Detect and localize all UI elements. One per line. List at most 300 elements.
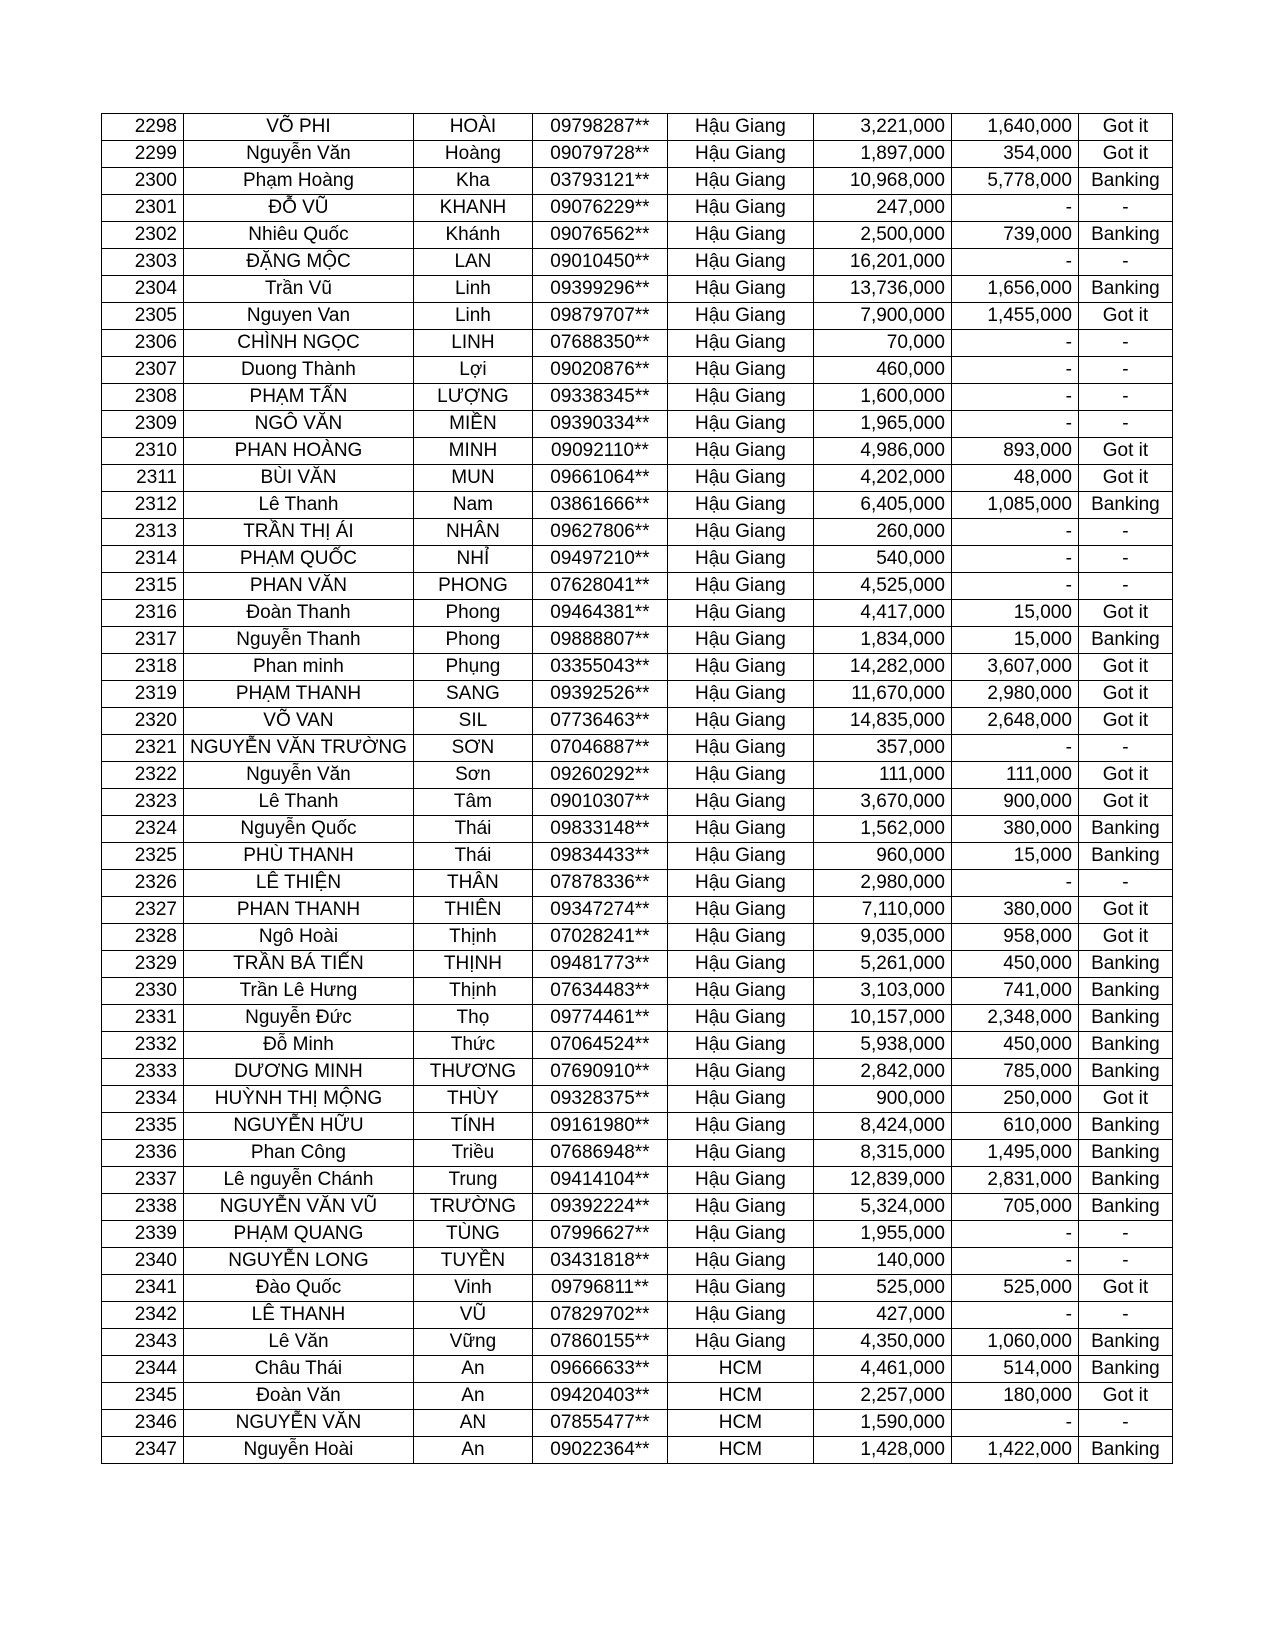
table-row — [102, 1221, 1173, 1248]
last-name-cell: NGUYỄN VĂN — [184, 1410, 414, 1437]
province-cell: Hậu Giang — [667, 1248, 813, 1275]
amount-cell: 1,965,000 — [813, 411, 951, 438]
table-row — [102, 1032, 1173, 1059]
last-name-cell: Trần Lê Hưng — [184, 978, 414, 1005]
province-cell: Hậu Giang — [667, 1275, 813, 1302]
province-cell: Hậu Giang — [667, 627, 813, 654]
paid-amount-cell: - — [951, 330, 1078, 357]
province-cell: Hậu Giang — [667, 1194, 813, 1221]
table-row — [102, 492, 1173, 519]
payment-method-cell: - — [1078, 1248, 1172, 1275]
phone-number-cell: 09666633** — [532, 1356, 667, 1383]
amount-cell: 260,000 — [813, 519, 951, 546]
first-name-cell: SƠN — [413, 735, 532, 762]
amount-cell: 10,157,000 — [813, 1005, 951, 1032]
payment-method-cell: Got it — [1078, 708, 1172, 735]
payment-method-cell: Banking — [1078, 1005, 1172, 1032]
paid-amount-cell: 525,000 — [951, 1275, 1078, 1302]
last-name-cell: Lê Thanh — [184, 789, 414, 816]
amount-cell: 525,000 — [813, 1275, 951, 1302]
table-row — [102, 1302, 1173, 1329]
first-name-cell: Lợi — [413, 357, 532, 384]
row-number-cell: 2329 — [102, 951, 184, 978]
phone-number-cell: 09338345** — [532, 384, 667, 411]
province-cell: Hậu Giang — [667, 492, 813, 519]
row-number-cell: 2324 — [102, 816, 184, 843]
first-name-cell: SIL — [413, 708, 532, 735]
paid-amount-cell: - — [951, 411, 1078, 438]
table-row — [102, 1167, 1173, 1194]
last-name-cell: Đoàn Văn — [184, 1383, 414, 1410]
row-number-cell: 2320 — [102, 708, 184, 735]
payment-method-cell: Got it — [1078, 654, 1172, 681]
paid-amount-cell: 1,060,000 — [951, 1329, 1078, 1356]
payment-method-cell: - — [1078, 1221, 1172, 1248]
amount-cell: 960,000 — [813, 843, 951, 870]
row-number-cell: 2309 — [102, 411, 184, 438]
province-cell: Hậu Giang — [667, 573, 813, 600]
last-name-cell: Nguyen Van — [184, 303, 414, 330]
table-row — [102, 1086, 1173, 1113]
amount-cell: 13,736,000 — [813, 276, 951, 303]
paid-amount-cell: 450,000 — [951, 951, 1078, 978]
row-number-cell: 2325 — [102, 843, 184, 870]
row-number-cell: 2345 — [102, 1383, 184, 1410]
first-name-cell: THƯƠNG — [413, 1059, 532, 1086]
phone-number-cell: 07634483** — [532, 978, 667, 1005]
first-name-cell: LƯỢNG — [413, 384, 532, 411]
first-name-cell: LAN — [413, 249, 532, 276]
payment-method-cell: Banking — [1078, 1113, 1172, 1140]
province-cell: Hậu Giang — [667, 519, 813, 546]
province-cell: Hậu Giang — [667, 303, 813, 330]
first-name-cell: An — [413, 1356, 532, 1383]
province-cell: Hậu Giang — [667, 924, 813, 951]
paid-amount-cell: 785,000 — [951, 1059, 1078, 1086]
table-row — [102, 1248, 1173, 1275]
first-name-cell: THỊNH — [413, 951, 532, 978]
last-name-cell: Trần Vũ — [184, 276, 414, 303]
amount-cell: 3,103,000 — [813, 978, 951, 1005]
first-name-cell: MIỀN — [413, 411, 532, 438]
paid-amount-cell: 380,000 — [951, 897, 1078, 924]
table-row — [102, 1410, 1173, 1437]
row-number-cell: 2312 — [102, 492, 184, 519]
last-name-cell: CHÌNH NGỌC — [184, 330, 414, 357]
phone-number-cell: 09347274** — [532, 897, 667, 924]
amount-cell: 460,000 — [813, 357, 951, 384]
paid-amount-cell: 354,000 — [951, 141, 1078, 168]
first-name-cell: Hoàng — [413, 141, 532, 168]
first-name-cell: An — [413, 1383, 532, 1410]
row-number-cell: 2311 — [102, 465, 184, 492]
table-row — [102, 438, 1173, 465]
row-number-cell: 2308 — [102, 384, 184, 411]
table-body — [102, 114, 1173, 1464]
amount-cell: 4,350,000 — [813, 1329, 951, 1356]
last-name-cell: PHAN VĂN — [184, 573, 414, 600]
phone-number-cell: 09481773** — [532, 951, 667, 978]
province-cell: Hậu Giang — [667, 330, 813, 357]
paid-amount-cell: 48,000 — [951, 465, 1078, 492]
province-cell: Hậu Giang — [667, 600, 813, 627]
row-number-cell: 2317 — [102, 627, 184, 654]
row-number-cell: 2328 — [102, 924, 184, 951]
row-number-cell: 2318 — [102, 654, 184, 681]
province-cell: Hậu Giang — [667, 411, 813, 438]
first-name-cell: NHÂN — [413, 519, 532, 546]
row-number-cell: 2332 — [102, 1032, 184, 1059]
first-name-cell: KHANH — [413, 195, 532, 222]
payment-method-cell: Banking — [1078, 492, 1172, 519]
phone-number-cell: 09076562** — [532, 222, 667, 249]
last-name-cell: Nguyễn Văn — [184, 141, 414, 168]
amount-cell: 4,986,000 — [813, 438, 951, 465]
paid-amount-cell: 111,000 — [951, 762, 1078, 789]
first-name-cell: VŨ — [413, 1302, 532, 1329]
phone-number-cell: 09774461** — [532, 1005, 667, 1032]
phone-number-cell: 07686948** — [532, 1140, 667, 1167]
payment-method-cell: Got it — [1078, 303, 1172, 330]
amount-cell: 11,670,000 — [813, 681, 951, 708]
first-name-cell: MINH — [413, 438, 532, 465]
first-name-cell: Linh — [413, 276, 532, 303]
first-name-cell: Thức — [413, 1032, 532, 1059]
table-row — [102, 789, 1173, 816]
table-row — [102, 519, 1173, 546]
payment-method-cell: Banking — [1078, 627, 1172, 654]
last-name-cell: NGUYỄN VĂN TRƯỜNG — [184, 735, 414, 762]
paid-amount-cell: 2,648,000 — [951, 708, 1078, 735]
province-cell: Hậu Giang — [667, 1059, 813, 1086]
payment-method-cell: Got it — [1078, 1383, 1172, 1410]
table-row — [102, 249, 1173, 276]
payment-method-cell: Banking — [1078, 978, 1172, 1005]
amount-cell: 6,405,000 — [813, 492, 951, 519]
first-name-cell: Phong — [413, 600, 532, 627]
payment-method-cell: Banking — [1078, 1437, 1172, 1464]
amount-cell: 1,834,000 — [813, 627, 951, 654]
last-name-cell: TRẦN BÁ TIẾN — [184, 951, 414, 978]
phone-number-cell: 09497210** — [532, 546, 667, 573]
first-name-cell: Phụng — [413, 654, 532, 681]
last-name-cell: PHAN THANH — [184, 897, 414, 924]
phone-number-cell: 09392224** — [532, 1194, 667, 1221]
last-name-cell: Châu Thái — [184, 1356, 414, 1383]
phone-number-cell: 09010450** — [532, 249, 667, 276]
table-row — [102, 1194, 1173, 1221]
amount-cell: 4,202,000 — [813, 465, 951, 492]
table-row — [102, 114, 1173, 141]
first-name-cell: Nam — [413, 492, 532, 519]
amount-cell: 2,500,000 — [813, 222, 951, 249]
province-cell: HCM — [667, 1356, 813, 1383]
first-name-cell: Vững — [413, 1329, 532, 1356]
paid-amount-cell: 450,000 — [951, 1032, 1078, 1059]
phone-number-cell: 09834433** — [532, 843, 667, 870]
phone-number-cell: 07829702** — [532, 1302, 667, 1329]
table-row — [102, 897, 1173, 924]
table-row — [102, 1356, 1173, 1383]
last-name-cell: HUỲNH THỊ MỘNG — [184, 1086, 414, 1113]
province-cell: Hậu Giang — [667, 168, 813, 195]
payment-method-cell: Got it — [1078, 897, 1172, 924]
row-number-cell: 2327 — [102, 897, 184, 924]
row-number-cell: 2315 — [102, 573, 184, 600]
last-name-cell: NGUYỄN LONG — [184, 1248, 414, 1275]
phone-number-cell: 03861666** — [532, 492, 667, 519]
amount-cell: 900,000 — [813, 1086, 951, 1113]
paid-amount-cell: - — [951, 1410, 1078, 1437]
row-number-cell: 2307 — [102, 357, 184, 384]
row-number-cell: 2333 — [102, 1059, 184, 1086]
first-name-cell: SANG — [413, 681, 532, 708]
payment-method-cell: Banking — [1078, 1167, 1172, 1194]
province-cell: Hậu Giang — [667, 897, 813, 924]
last-name-cell: VÕ VAN — [184, 708, 414, 735]
row-number-cell: 2310 — [102, 438, 184, 465]
first-name-cell: Thọ — [413, 1005, 532, 1032]
phone-number-cell: 07046887** — [532, 735, 667, 762]
first-name-cell: LINH — [413, 330, 532, 357]
payment-method-cell: - — [1078, 519, 1172, 546]
amount-cell: 5,324,000 — [813, 1194, 951, 1221]
paid-amount-cell: - — [951, 870, 1078, 897]
amount-cell: 16,201,000 — [813, 249, 951, 276]
table-row — [102, 951, 1173, 978]
amount-cell: 5,261,000 — [813, 951, 951, 978]
paid-amount-cell: 5,778,000 — [951, 168, 1078, 195]
amount-cell: 14,835,000 — [813, 708, 951, 735]
first-name-cell: Linh — [413, 303, 532, 330]
table-row — [102, 546, 1173, 573]
payment-method-cell: Got it — [1078, 924, 1172, 951]
table-row — [102, 222, 1173, 249]
phone-number-cell: 03793121** — [532, 168, 667, 195]
table-row — [102, 357, 1173, 384]
phone-number-cell: 09888807** — [532, 627, 667, 654]
first-name-cell: TUYỀN — [413, 1248, 532, 1275]
payment-method-cell: - — [1078, 546, 1172, 573]
last-name-cell: Duong Thành — [184, 357, 414, 384]
row-number-cell: 2314 — [102, 546, 184, 573]
row-number-cell: 2326 — [102, 870, 184, 897]
amount-cell: 70,000 — [813, 330, 951, 357]
paid-amount-cell: 1,455,000 — [951, 303, 1078, 330]
amount-cell: 1,955,000 — [813, 1221, 951, 1248]
payment-method-cell: Banking — [1078, 222, 1172, 249]
paid-amount-cell: 1,422,000 — [951, 1437, 1078, 1464]
payment-method-cell: Banking — [1078, 1059, 1172, 1086]
province-cell: Hậu Giang — [667, 141, 813, 168]
row-number-cell: 2344 — [102, 1356, 184, 1383]
province-cell: Hậu Giang — [667, 654, 813, 681]
province-cell: Hậu Giang — [667, 1221, 813, 1248]
paid-amount-cell: - — [951, 546, 1078, 573]
phone-number-cell: 09390334** — [532, 411, 667, 438]
last-name-cell: VÕ PHI — [184, 114, 414, 141]
paid-amount-cell: - — [951, 384, 1078, 411]
paid-amount-cell: 1,495,000 — [951, 1140, 1078, 1167]
payment-method-cell: - — [1078, 573, 1172, 600]
paid-amount-cell: 705,000 — [951, 1194, 1078, 1221]
paid-amount-cell: 739,000 — [951, 222, 1078, 249]
row-number-cell: 2336 — [102, 1140, 184, 1167]
payment-method-cell: Banking — [1078, 951, 1172, 978]
first-name-cell: Kha — [413, 168, 532, 195]
phone-number-cell: 09627806** — [532, 519, 667, 546]
amount-cell: 3,221,000 — [813, 114, 951, 141]
paid-amount-cell: 1,640,000 — [951, 114, 1078, 141]
amount-cell: 8,424,000 — [813, 1113, 951, 1140]
phone-number-cell: 09010307** — [532, 789, 667, 816]
first-name-cell: HOÀI — [413, 114, 532, 141]
last-name-cell: Phạm Hoàng — [184, 168, 414, 195]
province-cell: Hậu Giang — [667, 1032, 813, 1059]
payment-method-cell: Got it — [1078, 600, 1172, 627]
province-cell: Hậu Giang — [667, 708, 813, 735]
phone-number-cell: 09399296** — [532, 276, 667, 303]
paid-amount-cell: 15,000 — [951, 600, 1078, 627]
phone-number-cell: 09661064** — [532, 465, 667, 492]
last-name-cell: NGUYỄN VĂN VŨ — [184, 1194, 414, 1221]
last-name-cell: LÊ THANH — [184, 1302, 414, 1329]
amount-cell: 9,035,000 — [813, 924, 951, 951]
province-cell: Hậu Giang — [667, 1113, 813, 1140]
phone-number-cell: 07688350** — [532, 330, 667, 357]
last-name-cell: TRẦN THỊ ÁI — [184, 519, 414, 546]
table-row — [102, 654, 1173, 681]
last-name-cell: NGUYỄN HỮU — [184, 1113, 414, 1140]
table-row — [102, 681, 1173, 708]
amount-cell: 247,000 — [813, 195, 951, 222]
first-name-cell: THIÊN — [413, 897, 532, 924]
payment-method-cell: Got it — [1078, 681, 1172, 708]
province-cell: Hậu Giang — [667, 114, 813, 141]
table-row — [102, 168, 1173, 195]
province-cell: Hậu Giang — [667, 681, 813, 708]
paid-amount-cell: 514,000 — [951, 1356, 1078, 1383]
phone-number-cell: 09260292** — [532, 762, 667, 789]
last-name-cell: Nguyễn Hoài — [184, 1437, 414, 1464]
province-cell: Hậu Giang — [667, 816, 813, 843]
amount-cell: 427,000 — [813, 1302, 951, 1329]
paid-amount-cell: 1,656,000 — [951, 276, 1078, 303]
amount-cell: 1,590,000 — [813, 1410, 951, 1437]
paid-amount-cell: - — [951, 1302, 1078, 1329]
first-name-cell: Phong — [413, 627, 532, 654]
payment-method-cell: Got it — [1078, 114, 1172, 141]
phone-number-cell: 09414104** — [532, 1167, 667, 1194]
first-name-cell: THÙY — [413, 1086, 532, 1113]
province-cell: Hậu Giang — [667, 1086, 813, 1113]
table-row — [102, 843, 1173, 870]
first-name-cell: Thịnh — [413, 924, 532, 951]
row-number-cell: 2306 — [102, 330, 184, 357]
paid-amount-cell: 250,000 — [951, 1086, 1078, 1113]
first-name-cell: PHONG — [413, 573, 532, 600]
phone-number-cell: 07996627** — [532, 1221, 667, 1248]
row-number-cell: 2304 — [102, 276, 184, 303]
payment-method-cell: - — [1078, 330, 1172, 357]
table-row — [102, 303, 1173, 330]
table-row — [102, 1329, 1173, 1356]
phone-number-cell: 09796811** — [532, 1275, 667, 1302]
province-cell: Hậu Giang — [667, 357, 813, 384]
phone-number-cell: 07878336** — [532, 870, 667, 897]
province-cell: Hậu Giang — [667, 384, 813, 411]
payment-method-cell: - — [1078, 384, 1172, 411]
amount-cell: 8,315,000 — [813, 1140, 951, 1167]
amount-cell: 4,525,000 — [813, 573, 951, 600]
paid-amount-cell: - — [951, 735, 1078, 762]
payment-method-cell: Banking — [1078, 276, 1172, 303]
last-name-cell: Lê nguyễn Chánh — [184, 1167, 414, 1194]
phone-number-cell: 03355043** — [532, 654, 667, 681]
province-cell: Hậu Giang — [667, 438, 813, 465]
payment-method-cell: Banking — [1078, 1329, 1172, 1356]
row-number-cell: 2338 — [102, 1194, 184, 1221]
payment-method-cell: Banking — [1078, 843, 1172, 870]
province-cell: Hậu Giang — [667, 762, 813, 789]
province-cell: Hậu Giang — [667, 276, 813, 303]
row-number-cell: 2321 — [102, 735, 184, 762]
first-name-cell: Thái — [413, 843, 532, 870]
amount-cell: 2,257,000 — [813, 1383, 951, 1410]
phone-number-cell: 07860155** — [532, 1329, 667, 1356]
province-cell: Hậu Giang — [667, 1302, 813, 1329]
phone-number-cell: 09020876** — [532, 357, 667, 384]
first-name-cell: Vinh — [413, 1275, 532, 1302]
table-row — [102, 1005, 1173, 1032]
paid-amount-cell: - — [951, 519, 1078, 546]
last-name-cell: PHÙ THANH — [184, 843, 414, 870]
payment-method-cell: Banking — [1078, 816, 1172, 843]
table-row — [102, 276, 1173, 303]
province-cell: Hậu Giang — [667, 465, 813, 492]
table-row — [102, 600, 1173, 627]
payment-method-cell: Banking — [1078, 1140, 1172, 1167]
amount-cell: 10,968,000 — [813, 168, 951, 195]
payment-method-cell: - — [1078, 249, 1172, 276]
last-name-cell: PHẠM QUANG — [184, 1221, 414, 1248]
province-cell: Hậu Giang — [667, 1329, 813, 1356]
phone-number-cell: 09076229** — [532, 195, 667, 222]
first-name-cell: TÍNH — [413, 1113, 532, 1140]
payment-method-cell: - — [1078, 1302, 1172, 1329]
province-cell: Hậu Giang — [667, 735, 813, 762]
last-name-cell: Đoàn Thanh — [184, 600, 414, 627]
payment-method-cell: Banking — [1078, 1194, 1172, 1221]
table-row — [102, 816, 1173, 843]
paid-amount-cell: 2,348,000 — [951, 1005, 1078, 1032]
table-row — [102, 1383, 1173, 1410]
payment-method-cell: - — [1078, 735, 1172, 762]
amount-cell: 1,897,000 — [813, 141, 951, 168]
payment-method-cell: Banking — [1078, 1032, 1172, 1059]
amount-cell: 14,282,000 — [813, 654, 951, 681]
amount-cell: 2,842,000 — [813, 1059, 951, 1086]
last-name-cell: Đào Quốc — [184, 1275, 414, 1302]
table-row — [102, 870, 1173, 897]
table-row — [102, 1140, 1173, 1167]
payment-method-cell: Got it — [1078, 141, 1172, 168]
first-name-cell: NHỈ — [413, 546, 532, 573]
phone-number-cell: 09079728** — [532, 141, 667, 168]
paid-amount-cell: - — [951, 1248, 1078, 1275]
table-row — [102, 1275, 1173, 1302]
last-name-cell: Lê Văn — [184, 1329, 414, 1356]
